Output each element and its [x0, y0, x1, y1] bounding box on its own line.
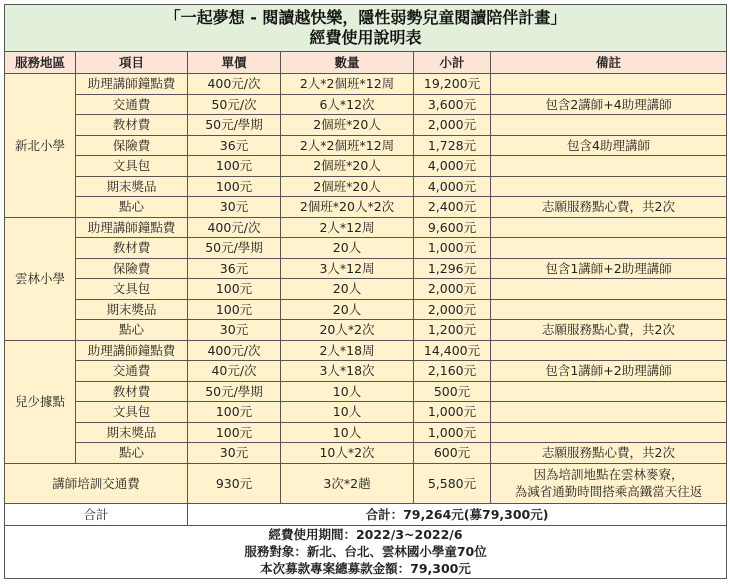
cell-note: 包含4助理講師	[491, 135, 727, 156]
cell-subtotal: 2,000元	[414, 299, 491, 320]
cell-price: 400元/次	[188, 74, 281, 95]
table-row	[5, 422, 727, 443]
table-row	[5, 320, 727, 341]
total-row	[5, 503, 727, 525]
cell-note	[491, 156, 727, 177]
table-row	[5, 74, 727, 95]
table-row	[5, 135, 727, 156]
cell-subtotal: 1,000元	[414, 238, 491, 259]
cell-item: 交通費	[76, 94, 188, 115]
cell-qty: 20人*2次	[281, 320, 414, 341]
cell-subtotal: 1,728元	[414, 135, 491, 156]
training-item: 講師培訓交通費	[5, 463, 188, 503]
cell-price: 100元	[188, 422, 281, 443]
cell-qty: 3人*12周	[281, 258, 414, 279]
table-row	[5, 197, 727, 218]
cell-item: 點心	[76, 197, 188, 218]
cell-subtotal: 2,000元	[414, 115, 491, 136]
cell-price: 40元/次	[188, 361, 281, 382]
cell-subtotal: 1,200元	[414, 320, 491, 341]
region-name: 新北小學	[5, 74, 76, 218]
training-note-line-2: 為減省通勤時間搭乘高鐵當天往返	[514, 484, 703, 499]
cell-note	[491, 74, 727, 95]
title-line-2: 經費使用說明表	[309, 28, 422, 47]
table-row	[5, 176, 727, 197]
cell-note: 包含2講師+4助理講師	[491, 94, 727, 115]
region-name: 兒少據點	[5, 340, 76, 463]
cell-note	[491, 381, 727, 402]
table-row	[5, 402, 727, 423]
table-row	[5, 443, 727, 464]
table-row	[5, 217, 727, 238]
cell-subtotal: 9,600元	[414, 217, 491, 238]
table-row	[5, 258, 727, 279]
footer-info	[5, 525, 727, 578]
header-quantity: 數量	[281, 52, 414, 74]
table-row	[5, 299, 727, 320]
cell-subtotal: 2,000元	[414, 279, 491, 300]
cell-item: 教材費	[76, 381, 188, 402]
cell-price: 400元/次	[188, 217, 281, 238]
cell-subtotal: 1,296元	[414, 258, 491, 279]
cell-item: 助理講師鐘點費	[76, 74, 188, 95]
cell-price: 100元	[188, 299, 281, 320]
training-qty: 3次*2趟	[281, 463, 414, 503]
cell-price: 100元	[188, 156, 281, 177]
cell-qty: 2人*12周	[281, 217, 414, 238]
cell-qty: 10人*2次	[281, 443, 414, 464]
cell-note: 志願服務點心費，共2次	[491, 443, 727, 464]
budget-table	[4, 4, 727, 579]
training-note	[491, 463, 727, 503]
cell-qty: 2個班*20人	[281, 115, 414, 136]
cell-qty: 10人	[281, 381, 414, 402]
cell-note	[491, 115, 727, 136]
cell-note	[491, 299, 727, 320]
cell-item: 文具包	[76, 279, 188, 300]
cell-note	[491, 217, 727, 238]
cell-qty: 2個班*20人	[281, 176, 414, 197]
cell-subtotal: 4,000元	[414, 176, 491, 197]
cell-subtotal: 600元	[414, 443, 491, 464]
cell-qty: 6人*12次	[281, 94, 414, 115]
header-note: 備註	[491, 52, 727, 74]
cell-item: 期末獎品	[76, 422, 188, 443]
table-row	[5, 279, 727, 300]
training-subtotal: 5,580元	[414, 463, 491, 503]
cell-price: 50元/學期	[188, 381, 281, 402]
training-note-line-1: 因為培訓地點在雲林麥寮，	[533, 467, 684, 482]
cell-subtotal: 1,000元	[414, 402, 491, 423]
total-label: 合計	[5, 503, 188, 525]
cell-price: 30元	[188, 197, 281, 218]
cell-qty: 2人*18周	[281, 340, 414, 361]
header-subtotal: 小計	[414, 52, 491, 74]
cell-subtotal: 1,000元	[414, 422, 491, 443]
header-region: 服務地區	[5, 52, 76, 74]
cell-subtotal: 19,200元	[414, 74, 491, 95]
cell-qty: 2個班*20人	[281, 156, 414, 177]
header-row	[5, 52, 727, 74]
cell-subtotal: 3,600元	[414, 94, 491, 115]
table-row	[5, 238, 727, 259]
cell-qty: 2人*2個班*12周	[281, 135, 414, 156]
cell-price: 400元/次	[188, 340, 281, 361]
table-row	[5, 340, 727, 361]
cell-item: 教材費	[76, 115, 188, 136]
cell-price: 36元	[188, 135, 281, 156]
cell-note: 志願服務點心費，共2次	[491, 197, 727, 218]
total-value: 合計：79,264元(募79,300元)	[188, 503, 727, 525]
training-row	[5, 463, 727, 503]
cell-item: 點心	[76, 320, 188, 341]
cell-price: 36元	[188, 258, 281, 279]
table-row	[5, 361, 727, 382]
cell-price: 50元/次	[188, 94, 281, 115]
footer-target: 服務對象：新北、台北、雲林國小學童70位	[244, 544, 487, 559]
table-title	[5, 5, 727, 52]
cell-item: 交通費	[76, 361, 188, 382]
cell-item: 文具包	[76, 156, 188, 177]
cell-item: 助理講師鐘點費	[76, 340, 188, 361]
cell-note	[491, 402, 727, 423]
cell-item: 點心	[76, 443, 188, 464]
cell-qty: 20人	[281, 238, 414, 259]
cell-item: 保險費	[76, 135, 188, 156]
cell-price: 30元	[188, 320, 281, 341]
cell-subtotal: 4,000元	[414, 156, 491, 177]
cell-qty: 2個班*20人*2次	[281, 197, 414, 218]
cell-item: 助理講師鐘點費	[76, 217, 188, 238]
cell-note: 志願服務點心費，共2次	[491, 320, 727, 341]
cell-qty: 20人	[281, 299, 414, 320]
cell-price: 100元	[188, 279, 281, 300]
cell-item: 期末獎品	[76, 299, 188, 320]
cell-note	[491, 238, 727, 259]
table-row	[5, 115, 727, 136]
training-price: 930元	[188, 463, 281, 503]
cell-subtotal: 2,160元	[414, 361, 491, 382]
cell-item: 保險費	[76, 258, 188, 279]
cell-item: 期末獎品	[76, 176, 188, 197]
header-item: 項目	[76, 52, 188, 74]
cell-price: 50元/學期	[188, 115, 281, 136]
cell-price: 100元	[188, 176, 281, 197]
table-row	[5, 94, 727, 115]
table-row	[5, 381, 727, 402]
title-line-1: 「一起夢想 - 閱讀越快樂，隱性弱勢兒童閱讀陪伴計畫」	[164, 8, 567, 27]
cell-price: 30元	[188, 443, 281, 464]
cell-note	[491, 422, 727, 443]
footer-period: 經費使用期間：2022/3~2022/6	[268, 527, 463, 542]
cell-note: 包含1講師+2助理講師	[491, 361, 727, 382]
cell-qty: 20人	[281, 279, 414, 300]
cell-note	[491, 279, 727, 300]
cell-item: 教材費	[76, 238, 188, 259]
cell-qty: 3人*18次	[281, 361, 414, 382]
cell-note: 包含1講師+2助理講師	[491, 258, 727, 279]
cell-qty: 2人*2個班*12周	[281, 74, 414, 95]
table-row	[5, 156, 727, 177]
cell-qty: 10人	[281, 402, 414, 423]
cell-note	[491, 176, 727, 197]
cell-qty: 10人	[281, 422, 414, 443]
cell-price: 100元	[188, 402, 281, 423]
cell-item: 文具包	[76, 402, 188, 423]
cell-subtotal: 14,400元	[414, 340, 491, 361]
header-price: 單價	[188, 52, 281, 74]
cell-price: 50元/學期	[188, 238, 281, 259]
region-name: 雲林小學	[5, 217, 76, 340]
footer-amount: 本次募款專案總募款金額：79,300元	[260, 561, 471, 576]
cell-note	[491, 340, 727, 361]
cell-subtotal: 2,400元	[414, 197, 491, 218]
cell-subtotal: 500元	[414, 381, 491, 402]
